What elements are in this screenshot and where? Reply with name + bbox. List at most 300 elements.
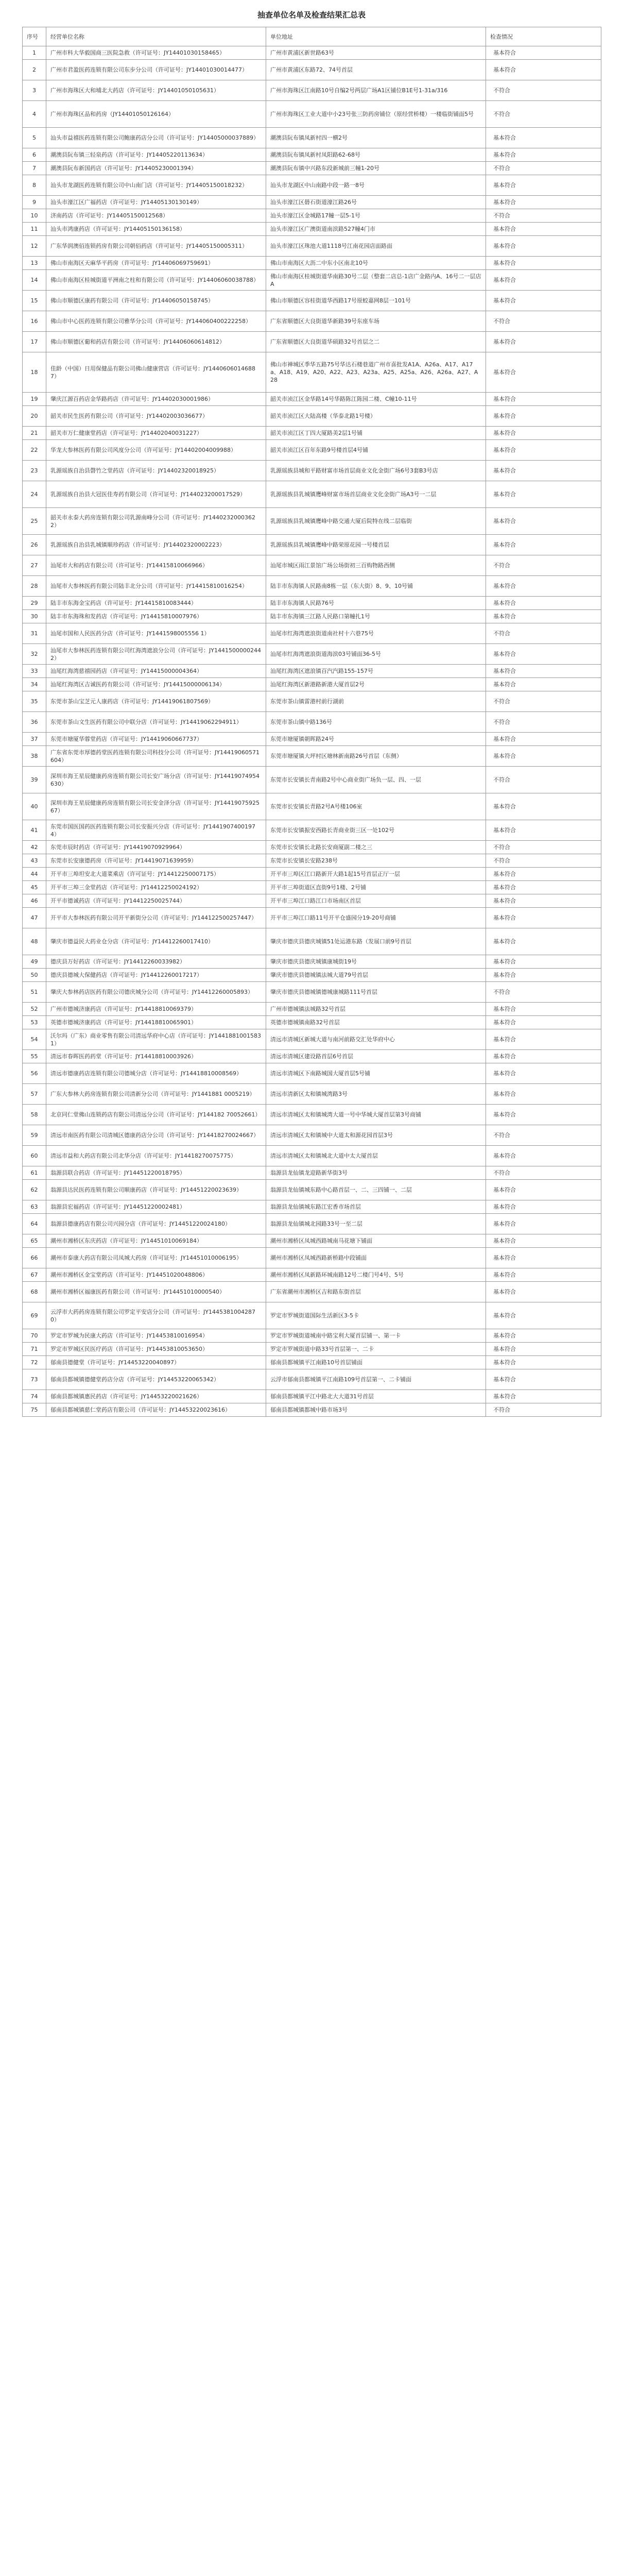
table-row	[23, 508, 601, 535]
table-header-row	[23, 27, 601, 46]
row-number: 34	[23, 678, 46, 691]
row-business-name: 郁南县都城镇德健堂药店分店（许可证号：JY14453220065342）	[46, 1369, 266, 1390]
row-business-name: 沃尔玛（广东）商业零售有限公司清远华府中心店（许可证号：JY14418810015831）	[46, 1029, 266, 1050]
row-number: 63	[23, 1200, 46, 1214]
row-address: 清远市清城区建设路首层6号首层	[266, 1050, 486, 1063]
table-row	[23, 1063, 601, 1084]
row-result: 基本符合	[486, 427, 601, 440]
row-result: 基本符合	[486, 1390, 601, 1403]
row-business-name: 东莞市辰时药店（许可证号：JY14419070929964）	[46, 841, 266, 854]
row-address: 肇庆市德庆县德庆城镇康城街19号	[266, 955, 486, 969]
table-row	[23, 257, 601, 270]
row-result: 基本符合	[486, 352, 601, 393]
row-number: 72	[23, 1356, 46, 1369]
row-result: 基本符合	[486, 223, 601, 236]
table-row	[23, 820, 601, 841]
row-address: 韶关市浈江区大陆高楼（华泰北路1号楼）	[266, 406, 486, 427]
row-business-name: 潮澳县阮布新国药店（许可证号：JY14405230001394）	[46, 162, 266, 175]
row-number: 74	[23, 1390, 46, 1403]
row-business-name: 潮州市湘桥区福康医药有限公司（许可证号：JY14451010000540）	[46, 1282, 266, 1302]
row-number: 53	[23, 1016, 46, 1029]
row-business-name: 德庆县德城大保健药店（许可证号：JY14412260017217）	[46, 969, 266, 982]
table-row	[23, 223, 601, 236]
row-business-name: 佳龄（中国）日用保健品有限公司佛山健康营店（许可证号：JY14406060146887）	[46, 352, 266, 393]
row-number: 33	[23, 665, 46, 678]
row-business-name: 佛山市南海区天麻华平药房（许可证号：JY14406069759691）	[46, 257, 266, 270]
row-business-name: 陆丰市东海金宝药店（许可证号：JY14415810083444）	[46, 597, 266, 610]
table-row	[23, 270, 601, 291]
table-row	[23, 236, 601, 257]
table-row	[23, 175, 601, 196]
row-number: 45	[23, 881, 46, 894]
row-address: 汕尾市红海湾遮浪街道海滨03号铺面36-5号	[266, 644, 486, 665]
row-address: 清远市清城区太和镇城湾大道一号中华城大厦首层第3号商铺	[266, 1105, 486, 1125]
row-address: 广州市海珠区江南路10号自编2号两层广场A1区铺位B1E号1-31a/316	[266, 80, 486, 101]
row-business-name: 东莞市长安康德药房（许可证号：JY14419071639959）	[46, 854, 266, 868]
row-result: 基本符合	[486, 1180, 601, 1200]
table-row	[23, 393, 601, 406]
row-address: 汕头市濠江区珠池大道1118号江南花园店面路面	[266, 236, 486, 257]
row-number: 37	[23, 733, 46, 746]
row-address: 肇庆市德庆县德城镇法城大道79号首层	[266, 969, 486, 982]
row-business-name: 广州市海珠区大和埔北大药店（许可证号：JY14401050105631）	[46, 80, 266, 101]
row-result: 基本符合	[486, 1356, 601, 1369]
row-number: 30	[23, 610, 46, 623]
row-business-name: 开平市三埠坦安北大道菜乘店（许可证号：JY14412250007175）	[46, 868, 266, 881]
row-result: 基本符合	[486, 969, 601, 982]
row-result: 基本符合	[486, 1329, 601, 1343]
row-result: 基本符合	[486, 868, 601, 881]
table-row	[23, 746, 601, 767]
row-address: 东莞市长安镇长青南路2号中心商业街广场负一层、四、一层	[266, 767, 486, 793]
row-result: 基本符合	[486, 332, 601, 352]
row-business-name: 东莞市茶山文生医药有限公司中联分店（许可证号：JY14419062294911）	[46, 712, 266, 733]
table-row	[23, 928, 601, 955]
table-row	[23, 1125, 601, 1146]
row-result: 基本符合	[486, 535, 601, 555]
row-business-name: 陆丰市东海珠和发药店（许可证号：JY14415810007976）	[46, 610, 266, 623]
row-number: 44	[23, 868, 46, 881]
row-address: 罗定市罗城街道中路33号首层第一、二卡	[266, 1343, 486, 1356]
row-business-name: 汕尾红海湾慈禧园药店（许可证号：JY14415000004364）	[46, 665, 266, 678]
table-row	[23, 332, 601, 352]
row-business-name: 潮澳县阮布镇三轻泉药店（许可证号：JY14405220113634）	[46, 148, 266, 162]
row-result: 基本符合	[486, 1146, 601, 1166]
table-row	[23, 1214, 601, 1234]
table-row	[23, 894, 601, 908]
row-number: 19	[23, 393, 46, 406]
row-business-name: 潮州市湘桥区东庆药店（许可证号：JY14451010069184）	[46, 1234, 266, 1248]
row-result: 基本符合	[486, 481, 601, 508]
table-row	[23, 1248, 601, 1268]
row-business-name: 乳源瑶族自治县乳城镇顺珍药店（许可证号：JY14402320002223）	[46, 535, 266, 555]
row-address: 广州市德城镇法城路32号首层	[266, 1003, 486, 1016]
row-business-name: 韶关市万仁健康堂药店（许可证号：JY14402040031227）	[46, 427, 266, 440]
row-business-name: 汕尾红海湾区吉诚医药有限公司（许可证号：JY14415000006134）	[46, 678, 266, 691]
row-address: 广州市黄浦区新世路63号	[266, 46, 486, 60]
row-number: 64	[23, 1214, 46, 1234]
row-number: 21	[23, 427, 46, 440]
row-business-name: 汕尾市国和人民医药分店（许可证号：JY1441598005556 1）	[46, 623, 266, 644]
row-result: 基本符合	[486, 270, 601, 291]
row-address: 汕头市濠江区金城路17幢一层5-1号	[266, 209, 486, 223]
row-result: 基本符合	[486, 461, 601, 481]
row-business-name: 乳源瑶族自治县大冠医佳寿药有限公司（许可证号：JY144023200017529）	[46, 481, 266, 508]
header-no: 序号	[23, 27, 46, 46]
row-address: 东莞市茶山镇中路136号	[266, 712, 486, 733]
row-result: 不符合	[486, 209, 601, 223]
row-number: 40	[23, 793, 46, 820]
row-result: 不符合	[486, 80, 601, 101]
row-business-name: 汕头市濠江区广福药店（许可证号：JY14405130130149）	[46, 196, 266, 209]
table-row	[23, 691, 601, 712]
table-row	[23, 644, 601, 665]
row-number: 58	[23, 1105, 46, 1125]
row-business-name: 广东华润澳佰连锁药房有限公司朝佰药店（许可证号：JY14405150005311）	[46, 236, 266, 257]
row-business-name: 清远市春晖医药药堂（许可证号：JY14418810003926）	[46, 1050, 266, 1063]
row-address: 韶关市浈江区丁四大厦路美2层1号铺	[266, 427, 486, 440]
row-number: 17	[23, 332, 46, 352]
table-row	[23, 597, 601, 610]
row-number: 36	[23, 712, 46, 733]
row-address: 郁南县都城镇平江南路10号首层铺面	[266, 1356, 486, 1369]
table-row	[23, 196, 601, 209]
row-business-name: 广州市德城济康药店（许可证号：JY14418810069379）	[46, 1003, 266, 1016]
row-number: 14	[23, 270, 46, 291]
table-row	[23, 665, 601, 678]
table-row	[23, 1343, 601, 1356]
table-row	[23, 854, 601, 868]
table-row	[23, 881, 601, 894]
row-result: 基本符合	[486, 257, 601, 270]
row-result: 基本符合	[486, 1282, 601, 1302]
row-number: 38	[23, 746, 46, 767]
row-address: 汕尾市红海湾遮浪街道南社村十六巷75号	[266, 623, 486, 644]
row-number: 60	[23, 1146, 46, 1166]
row-business-name: 东莞市国医国药医药连锁有限公司长安振兴分店（许可证号：JY14419074001974）	[46, 820, 266, 841]
row-number: 54	[23, 1029, 46, 1050]
row-number: 7	[23, 162, 46, 175]
row-number: 15	[23, 291, 46, 311]
row-address: 清远市清城区下南路城国大厦首层5号铺	[266, 1063, 486, 1084]
row-number: 2	[23, 60, 46, 80]
table-row	[23, 1016, 601, 1029]
row-business-name: 广东大参林大药房连锁有限公司清新分公司（许可证号：JY1441881 0005219）	[46, 1084, 266, 1105]
row-business-name: 深圳市海王星辰健康药房连锁有限公司长安金泽分店（许可证号：JY1441907592567）	[46, 793, 266, 820]
row-business-name: 翁源县达民医药连锁有限公司顺康药店（许可证号：JY14451220023639）	[46, 1180, 266, 1200]
row-business-name: 翁源县联合药店（许可证号：JY14451220018795）	[46, 1166, 266, 1180]
row-number: 5	[23, 128, 46, 148]
row-number: 57	[23, 1084, 46, 1105]
row-result: 不符合	[486, 712, 601, 733]
row-number: 9	[23, 196, 46, 209]
row-result: 基本符合	[486, 576, 601, 597]
row-result: 基本符合	[486, 60, 601, 80]
row-address: 陆丰市东海镇人民路南8栋一层（东大街）8、9、10号铺	[266, 576, 486, 597]
table-row	[23, 969, 601, 982]
row-result: 基本符合	[486, 1234, 601, 1248]
row-result: 不符合	[486, 623, 601, 644]
row-business-name: 潮州市泰康大药店有限公司凤城大药房（许可证号：JY14451010006195）	[46, 1248, 266, 1268]
row-number: 62	[23, 1180, 46, 1200]
row-number: 12	[23, 236, 46, 257]
row-result: 不符合	[486, 555, 601, 576]
row-business-name: 韶关市民生医药有限公司（许可证号：JY14402003036677）	[46, 406, 266, 427]
row-result: 基本符合	[486, 508, 601, 535]
row-number: 42	[23, 841, 46, 854]
row-number: 35	[23, 691, 46, 712]
row-result: 基本符合	[486, 597, 601, 610]
row-number: 26	[23, 535, 46, 555]
row-number: 47	[23, 908, 46, 928]
table-body	[23, 46, 601, 1417]
row-address: 清远市清城区太和镇城中大道太和源花园首层3号	[266, 1125, 486, 1146]
table-row	[23, 1105, 601, 1125]
table-row	[23, 148, 601, 162]
row-result: 不符合	[486, 1166, 601, 1180]
row-number: 1	[23, 46, 46, 60]
row-number: 25	[23, 508, 46, 535]
row-business-name: 汕尾市大和药店有限公司（许可证号：JY14415810066966）	[46, 555, 266, 576]
table-row	[23, 209, 601, 223]
row-business-name: 汕头市龙湖医药连锁有限公司中山南门店（许可证号：JY14405150018232）	[46, 175, 266, 196]
table-row	[23, 128, 601, 148]
table-row	[23, 1268, 601, 1282]
row-number: 69	[23, 1302, 46, 1329]
row-result: 基本符合	[486, 665, 601, 678]
row-address: 潮州市湘桥区凤城西路城南马花塘下铺面	[266, 1234, 486, 1248]
row-address: 翁源县龙仙镇城东路中心路首层一、二、三四铺一、二层	[266, 1180, 486, 1200]
row-number: 52	[23, 1003, 46, 1016]
table-row	[23, 1369, 601, 1390]
row-result: 基本符合	[486, 128, 601, 148]
table-row	[23, 1166, 601, 1180]
table-row	[23, 1146, 601, 1166]
table-row	[23, 1050, 601, 1063]
row-address: 佛山市南海区大沥二中东小区南北10号	[266, 257, 486, 270]
row-address: 东莞市长安镇长青路2号A号楼106室	[266, 793, 486, 820]
row-business-name: 佛山市顺德区葡和药店有限公司（许可证号：JY14406060614812）	[46, 332, 266, 352]
row-address: 潮州市湘桥区凤新路环城南路12号二楼门号4号、5号	[266, 1268, 486, 1282]
row-address: 乳源瑶族县城和平路财富市场首层商业文化金街广场6号3套B3号店	[266, 461, 486, 481]
row-address: 肇庆市德庆县德庆城镇51处运港东路（发展口前9号首层	[266, 928, 486, 955]
table-row	[23, 1403, 601, 1417]
inspection-table	[22, 27, 601, 1417]
row-result: 基本符合	[486, 1084, 601, 1105]
row-address: 东莞市长安镇振安西路长青商业街三区一处102号	[266, 820, 486, 841]
row-number: 11	[23, 223, 46, 236]
row-result: 基本符合	[486, 1063, 601, 1084]
table-row	[23, 291, 601, 311]
table-row	[23, 767, 601, 793]
row-address: 开平市三埠江口路江口市场南区首层	[266, 894, 486, 908]
row-address: 韶关市浈江区金华路14号华路陈江陈园二楼、C幢10-11号	[266, 393, 486, 406]
row-number: 16	[23, 311, 46, 332]
row-number: 68	[23, 1282, 46, 1302]
row-result: 基本符合	[486, 678, 601, 691]
row-business-name: 乳源瑶族自治县磬竹之堂药店（许可证号：JY14402320018925）	[46, 461, 266, 481]
row-number: 20	[23, 406, 46, 427]
row-address: 汕尾红海湾区遮浪镇百汽汽路155-157号	[266, 665, 486, 678]
table-row	[23, 1200, 601, 1214]
row-address: 佛山市南海区桂城街道华南路30号二层（整套二店总-1店广金路内A、16号二一层店A	[266, 270, 486, 291]
row-number: 39	[23, 767, 46, 793]
row-result: 基本符合	[486, 955, 601, 969]
row-number: 67	[23, 1268, 46, 1282]
row-address: 汕尾市城区雨江景馆广场公场街初三百购物路西侧	[266, 555, 486, 576]
row-number: 61	[23, 1166, 46, 1180]
table-row	[23, 610, 601, 623]
table-row	[23, 555, 601, 576]
row-number: 75	[23, 1403, 46, 1417]
row-address: 清远市清城区新城大道与南河前路交汇处华府中心	[266, 1029, 486, 1050]
row-result: 基本符合	[486, 1343, 601, 1356]
row-number: 46	[23, 894, 46, 908]
row-address: 汕头市濠江区礐石街道濠江路26号	[266, 196, 486, 209]
row-number: 29	[23, 597, 46, 610]
row-result: 不符合	[486, 311, 601, 332]
table-row	[23, 311, 601, 332]
row-business-name: 清远市南医药有限公司清城区德康药店分公司（许可证号：JY14418270024667）	[46, 1125, 266, 1146]
row-address: 广东省潮州市湘桥区吉和路东街首层	[266, 1282, 486, 1302]
row-business-name: 北京同仁堂佛山连锁药店有限公司清远分公司（许可证号：JY144182 70052661）	[46, 1105, 266, 1125]
row-result: 基本符合	[486, 148, 601, 162]
row-business-name: 英德市德城济康药店（许可证号：JY14418810065901）	[46, 1016, 266, 1029]
row-result: 基本符合	[486, 820, 601, 841]
row-number: 27	[23, 555, 46, 576]
row-business-name: 郁南县都城镇惠民药店（许可证号：JY14453220021626）	[46, 1390, 266, 1403]
table-row	[23, 1390, 601, 1403]
row-address: 英德市德城镇南路32号首层	[266, 1016, 486, 1029]
table-row	[23, 712, 601, 733]
row-business-name: 肇庆江源百药店金华路药店（许可证号：JY14402030001986）	[46, 393, 266, 406]
header-address: 单位地址	[266, 27, 486, 46]
table-row	[23, 406, 601, 427]
row-business-name: 汕头市鸿康药店（许可证号：JY14405150136158）	[46, 223, 266, 236]
row-address: 潮澳县阮布镇凤新村四一横2号	[266, 128, 486, 148]
row-address: 东莞市塘厦镇大坪村区塘林新南路26号首层（东侧）	[266, 746, 486, 767]
row-business-name: 郁南县都城镇慈仁堂药店有限公司（许可证号：JY14453220023616）	[46, 1403, 266, 1417]
row-number: 8	[23, 175, 46, 196]
row-business-name: 汕尾市大参林医药连锁有限公司红海湾遮浪分公司（许可证号：JY14415000002442）	[46, 644, 266, 665]
row-address: 清远市清新区太和镇城湾路3号	[266, 1084, 486, 1105]
row-number: 55	[23, 1050, 46, 1063]
row-business-name: 郁南县德健堂（许可证号：JY14453220040897）	[46, 1356, 266, 1369]
row-number: 31	[23, 623, 46, 644]
row-number: 18	[23, 352, 46, 393]
table-row	[23, 461, 601, 481]
row-result: 基本符合	[486, 1369, 601, 1390]
table-row	[23, 162, 601, 175]
row-number: 22	[23, 440, 46, 461]
table-row	[23, 60, 601, 80]
row-result: 基本符合	[486, 644, 601, 665]
row-address: 潮澳县阮布镇凤新村凤阳路62-68号	[266, 148, 486, 162]
table-row	[23, 841, 601, 854]
row-number: 32	[23, 644, 46, 665]
row-business-name: 罗定市罗城区民医疗药店（许可证号：JY14453810053650）	[46, 1343, 266, 1356]
row-result: 不符合	[486, 841, 601, 854]
row-business-name: 汕头市益禧医药连锁有限公司鲍康药店分公司（许可证号：JY14405000037889）	[46, 128, 266, 148]
table-row	[23, 678, 601, 691]
row-address: 乳源瑶族县乳城镇鹰峰中路荣原花园一号楼首层	[266, 535, 486, 555]
row-address: 广东省顺德区大良街道华新路39号东座车场	[266, 311, 486, 332]
table-row	[23, 1302, 601, 1329]
row-business-name: 潮州市湘桥区金宝堂药店（许可证号：JY14451020048806）	[46, 1268, 266, 1282]
row-business-name: 韶关市永泰大药房连锁有限公司乳源南峰分公司（许可证号：JY14402320003622）	[46, 508, 266, 535]
row-address: 陆丰市东海镇三江路人民路口第幢扎1号	[266, 610, 486, 623]
row-number: 70	[23, 1329, 46, 1343]
row-number: 51	[23, 982, 46, 1003]
row-number: 4	[23, 101, 46, 128]
table-row	[23, 1234, 601, 1248]
row-business-name: 汕尾市大参林医药有限公司陆丰北分公司（许可证号：JY14415810016254）	[46, 576, 266, 597]
row-result: 基本符合	[486, 1302, 601, 1329]
row-result: 基本符合	[486, 746, 601, 767]
row-business-name: 翁源县宏福药店（许可证号：JY14451220002481）	[46, 1200, 266, 1214]
row-business-name: 广州市君盈医药连锁有限公司东步分公司（许可证号：JY14401030014477）	[46, 60, 266, 80]
row-address: 罗定市罗城街道国际生活新区3-5卡	[266, 1302, 486, 1329]
row-address: 肇庆市德庆县德城镇德城康城路111号首层	[266, 982, 486, 1003]
row-business-name: 华龙大参林医药有限公司风度分公司（许可证号：JY14402004009988）	[46, 440, 266, 461]
row-address: 汕头市龙湖区中山南路中段一路一8号	[266, 175, 486, 196]
row-address: 东莞市塘厦镇朝晖路24号	[266, 733, 486, 746]
row-address: 开平市三埠区江口路新开大路1起15号首层正厅一层	[266, 868, 486, 881]
row-business-name: 开平市大参林医药有限公司开平新街分公司（许可证号：JY144122500257447）	[46, 908, 266, 928]
row-number: 10	[23, 209, 46, 223]
row-result: 基本符合	[486, 1248, 601, 1268]
table-row	[23, 101, 601, 128]
row-number: 59	[23, 1125, 46, 1146]
table-row	[23, 1029, 601, 1050]
table-row	[23, 1356, 601, 1369]
row-result: 基本符合	[486, 440, 601, 461]
row-address: 广东省顺德区大良街道华硕路32号首层之二	[266, 332, 486, 352]
row-result: 不符合	[486, 162, 601, 175]
row-number: 43	[23, 854, 46, 868]
table-row	[23, 1084, 601, 1105]
row-result: 不符合	[486, 982, 601, 1003]
row-result: 基本符合	[486, 1268, 601, 1282]
table-row	[23, 1282, 601, 1302]
row-address: 潮州市湘桥区凤城西路新桥路中段铺面	[266, 1248, 486, 1268]
row-address: 翁源县龙仙镇城东路江宏香市场首层	[266, 1200, 486, 1214]
table-row	[23, 535, 601, 555]
row-address: 东莞市长安镇长北路长安商厦副二楼之三	[266, 841, 486, 854]
table-row	[23, 1003, 601, 1016]
row-address: 广州市黄浦区东路72、74号首层	[266, 60, 486, 80]
row-result: 不符合	[486, 854, 601, 868]
row-number: 6	[23, 148, 46, 162]
table-row	[23, 623, 601, 644]
row-address: 乳源瑶族县乳城镇鹰峰中路交通大厦后院特在线二层临街	[266, 508, 486, 535]
document-title: 抽查单位名单及检查结果汇总表	[257, 10, 366, 20]
row-business-name: 肇庆大参林药店医药有限公司德庆城分公司（许可证号：JY14412260005893）	[46, 982, 266, 1003]
row-address: 汕尾红海湾区新港路新港大厦首层2号	[266, 678, 486, 691]
table-row	[23, 982, 601, 1003]
row-business-name: 佛山市南海区桂城街道平洲南之柱和有限公司（许可证号：JY14406060038788）	[46, 270, 266, 291]
table-row	[23, 1180, 601, 1200]
row-business-name: 广州市科大华毅国商三医院急救（许可证号：JY14401030158465）	[46, 46, 266, 60]
row-address: 东莞市长安镇长安路238号	[266, 854, 486, 868]
row-address: 乳源瑶族县乳城镇鹰峰财富市场首层商业文化金街广场A3号一二层	[266, 481, 486, 508]
row-result: 不符合	[486, 767, 601, 793]
table-row	[23, 427, 601, 440]
table-row	[23, 868, 601, 881]
row-address: 开平市三埠街道区直街9号1楼、2号铺	[266, 881, 486, 894]
header-result: 检查情况	[486, 27, 601, 46]
row-result: 基本符合	[486, 1003, 601, 1016]
